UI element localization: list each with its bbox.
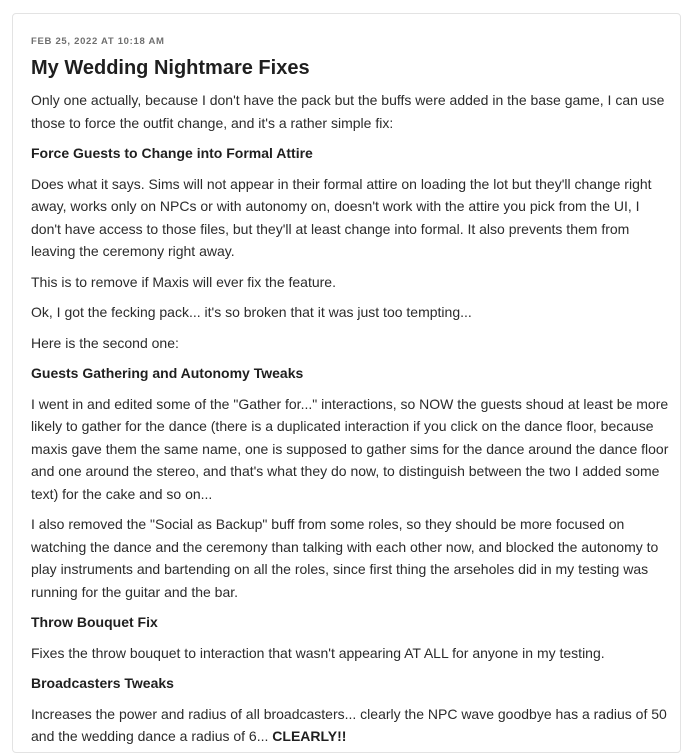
post-title: My Wedding Nightmare Fixes xyxy=(31,57,310,79)
formal-attire-note: This is to remove if Maxis will ever fix the feature. xyxy=(31,273,336,290)
bouquet-fix-description: Fixes the throw bouquet to interaction that wasn't appearing AT ALL for anyone in my testing. xyxy=(31,644,605,661)
post-card xyxy=(12,13,681,753)
second-intro: Here is the second one: xyxy=(31,334,179,351)
heading-formal-attire: Force Guests to Change into Formal Attire xyxy=(31,145,313,161)
post-body xyxy=(31,36,671,756)
social-backup-description: I also removed the "Social as Backup" buff from some roles, so they should be more focused on watching the dance and the ceremony than talking with each other now, and blocked the autonomy to play instruments and bartending on all the roles, since first thing the arseholes did in my testing was running for the guitar and the bar. xyxy=(31,516,659,600)
heading-gathering-tweaks: Guests Gathering and Autonomy Tweaks xyxy=(31,365,304,381)
broadcasters-text: Increases the power and radius of all broadcasters... clearly the NPC wave goodbye has a radius of 50 and the wedding dance a radius of 6... xyxy=(31,705,667,744)
intro-paragraph: Only one actually, because I don't have the pack but the buffs were added in the base game, I can use those to force the outfit change, and it's a rather simple fix: xyxy=(31,92,665,131)
broadcasters-description xyxy=(31,703,671,748)
heading-broadcasters-tweaks: Broadcasters Tweaks xyxy=(31,675,174,691)
post-date: FEB 25, 2022 AT 10:18 AM xyxy=(31,36,165,47)
heading-bouquet-fix: Throw Bouquet Fix xyxy=(31,614,158,630)
broadcasters-emphasis: CLEARLY!! xyxy=(272,728,347,744)
gathering-description: I went in and edited some of the "Gather for..." interactions, so NOW the guests shoud at least be more likely to gather for the dance (there is a duplicated interaction if you click on the dance floor, because maxis gave them the same name, one is supposed to gather sims for the dance around the dance floor and one around the stereo, and that's what they do now, to distinguish between the two I added some text) for the cake and so on... xyxy=(31,395,669,502)
pack-comment: Ok, I got the fecking pack... it's so broken that it was just too tempting... xyxy=(31,304,472,320)
formal-attire-description: Does what it says. Sims will not appear in their formal attire on loading the lot but they'll change right away, works only on NPCs or with autonomy on, doesn't work with the attire you pick from the UI, I don't have access to those files, but they'll at least change into formal. It also prevents them from leaving the ceremony right away. xyxy=(31,175,652,259)
